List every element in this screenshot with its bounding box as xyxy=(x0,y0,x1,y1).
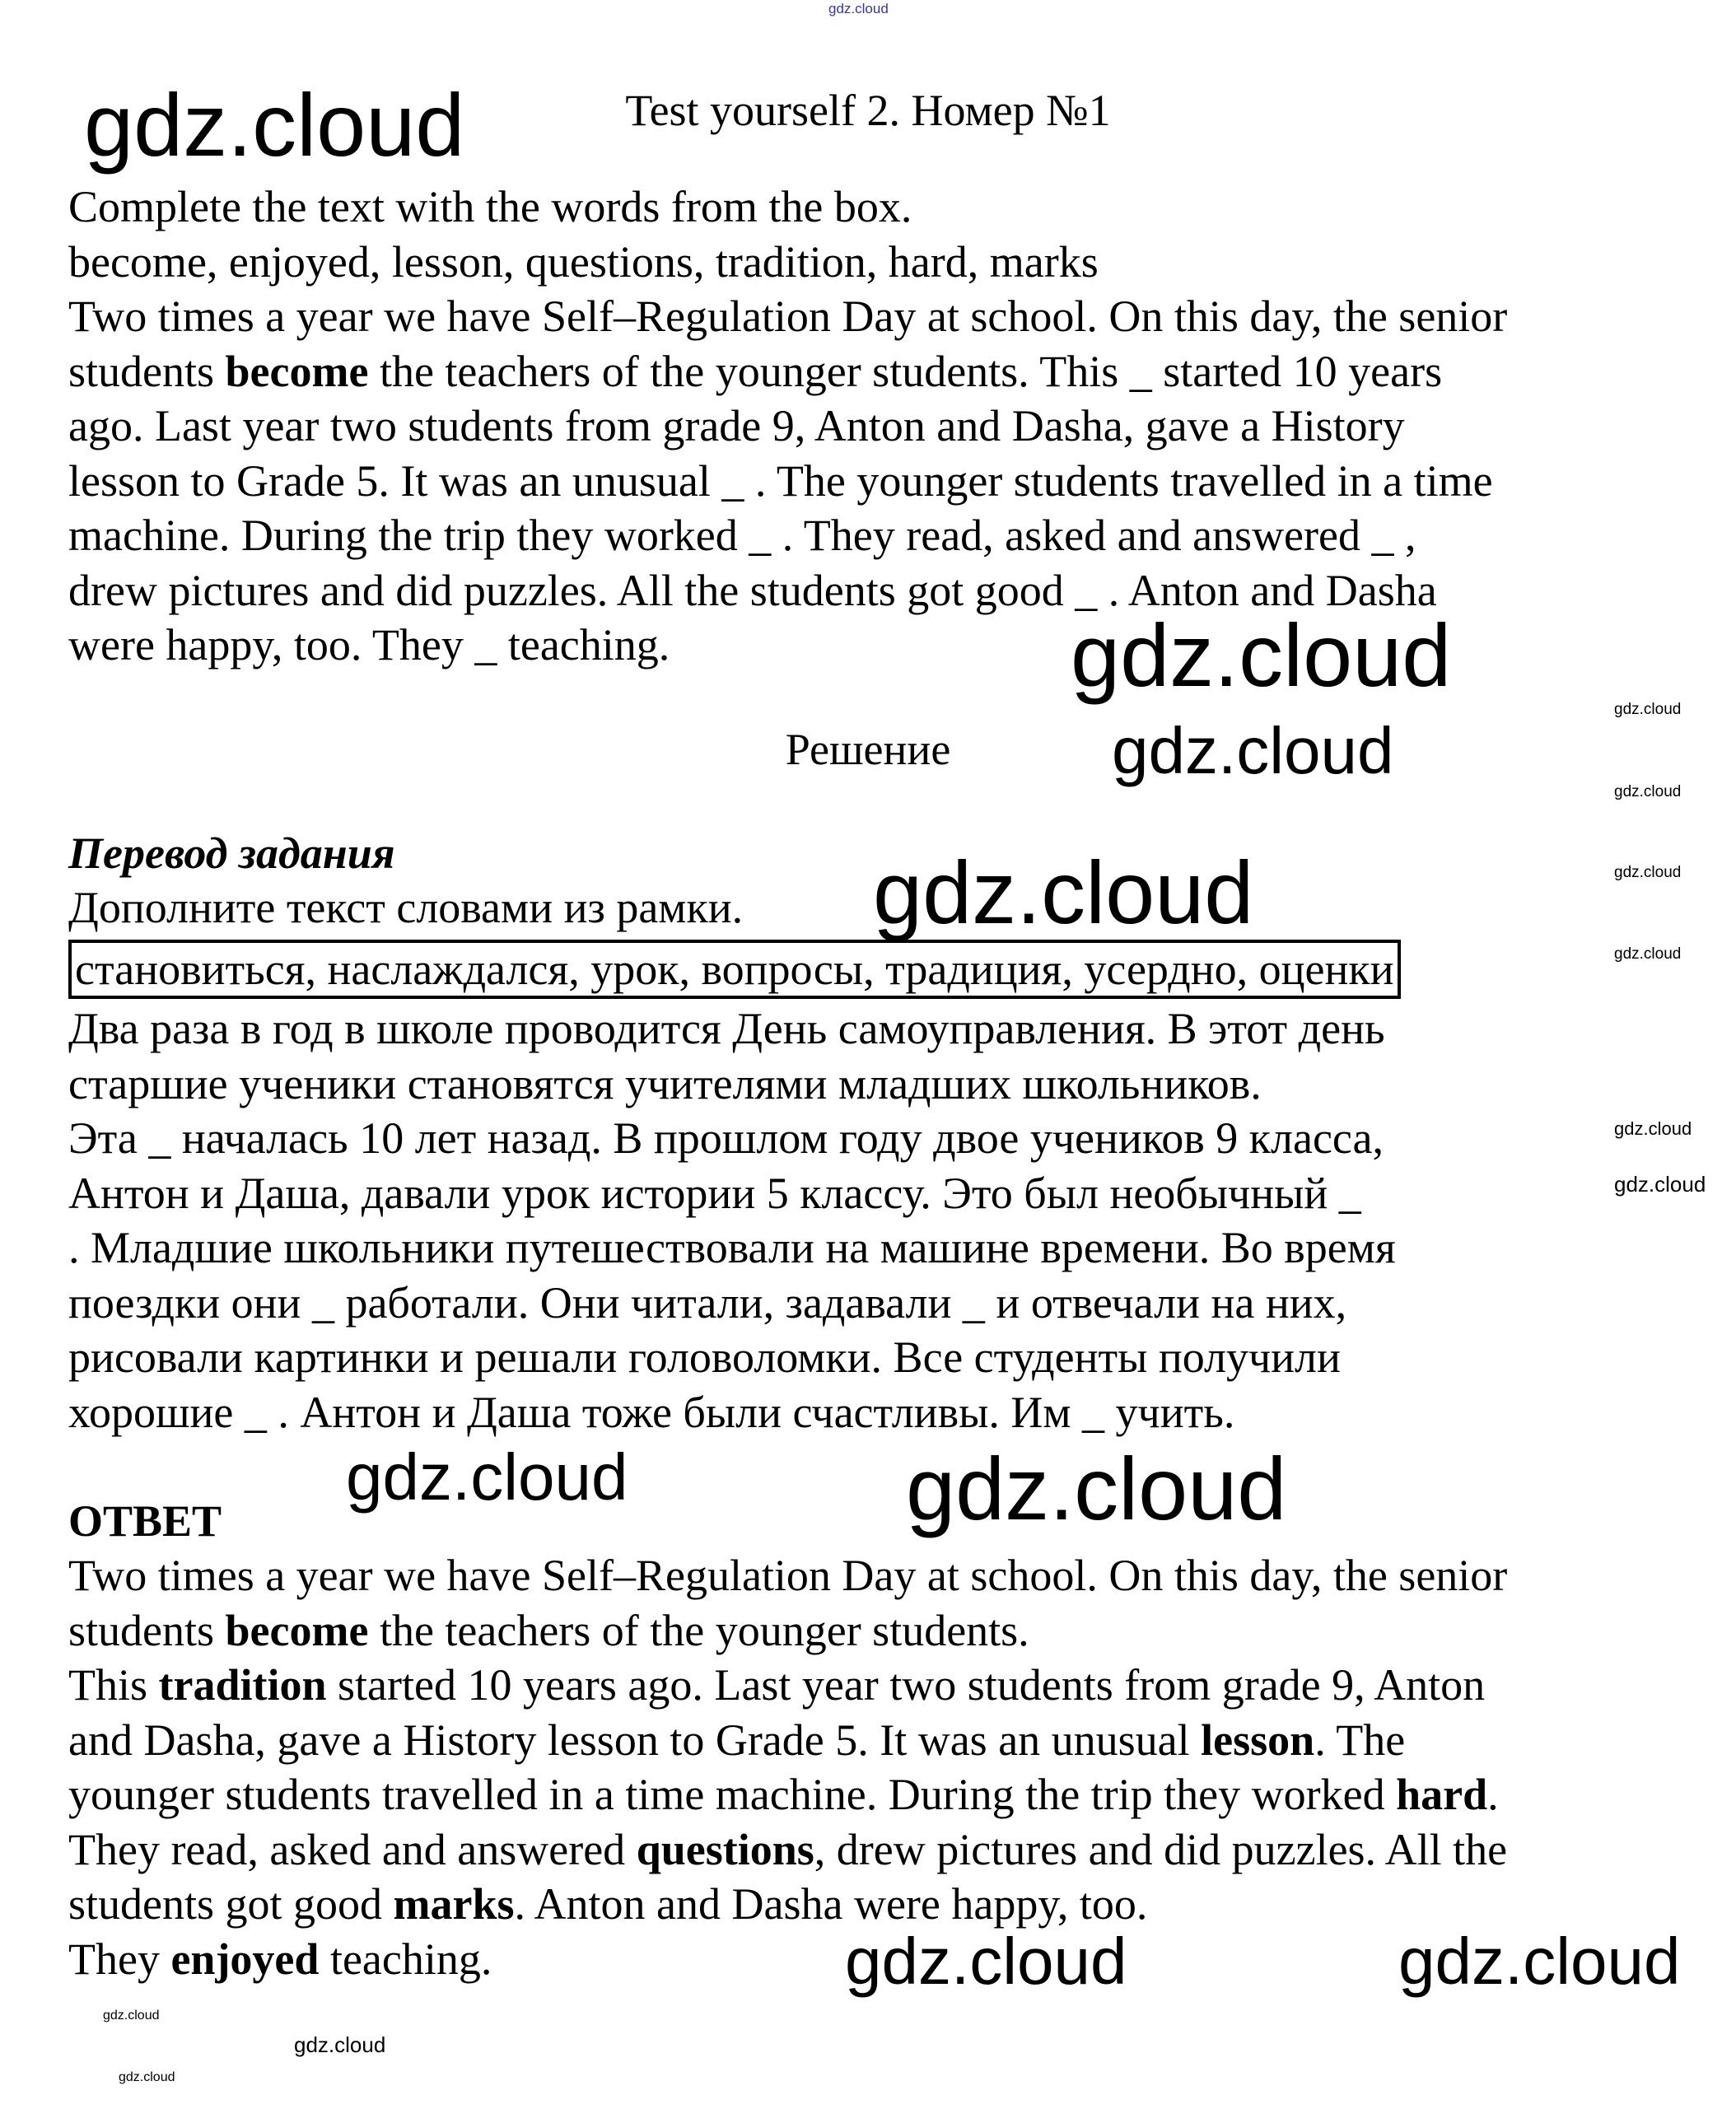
text-line xyxy=(68,1603,1507,1659)
text-segment: поездки они _ работали. Они читали, задавали _ и отвечали на них, xyxy=(68,1277,1347,1327)
text-segment: хорошие _ . Антон и Даша тоже были счастливы. Им _ учить. xyxy=(68,1387,1235,1437)
text-line xyxy=(68,399,1507,454)
text-line xyxy=(68,1330,1396,1385)
text-segment: and Dasha, gave a History lesson to Grade 5. It was an unusual xyxy=(68,1715,1202,1765)
watermark-top: gdz.cloud xyxy=(828,1,889,16)
text-segment: старшие ученики становятся учителями младших школьников. xyxy=(68,1058,1262,1108)
text-segment: Два раза в год в школе проводится День самоуправления. В этот день xyxy=(68,1004,1385,1053)
watermark: gdz.cloud xyxy=(84,75,465,175)
watermark: gdz.cloud xyxy=(1071,605,1452,705)
text-line xyxy=(68,344,1507,399)
watermark: gdz.cloud xyxy=(1614,1118,1692,1139)
answer-text xyxy=(68,1548,1507,1986)
text-segment: . Anton and Dasha were happy, too. xyxy=(514,1879,1148,1929)
answer-word: hard xyxy=(1396,1770,1488,1819)
text-segment: . xyxy=(1487,1770,1499,1819)
watermark: gdz.cloud xyxy=(1398,1925,1681,1998)
watermark: gdz.cloud xyxy=(1614,1172,1706,1197)
text-segment: Two times a year we have Self–Regulation Day at school. On this day, the senior xyxy=(68,1551,1508,1600)
text-segment: younger students travelled in a time machine. During the trip they worked xyxy=(68,1770,1397,1819)
text-segment: lesson to Grade 5. It was an unusual _ . The younger students travelled in a time xyxy=(68,455,1493,506)
text-segment: machine. During the trip they worked _ . They read, asked and answered _ , xyxy=(68,511,1416,560)
watermark: gdz.cloud xyxy=(1112,714,1394,787)
text-segment: started 10 years ago. Last year two students from grade 9, Anton xyxy=(326,1660,1486,1710)
watermark: gdz.cloud xyxy=(1614,783,1682,800)
watermark: gdz.cloud xyxy=(119,2070,175,2084)
text-line xyxy=(68,1276,1396,1331)
watermark: gdz.cloud xyxy=(906,1439,1287,1538)
text-line xyxy=(68,1057,1396,1112)
answer-heading: ОТВЕТ xyxy=(68,1496,222,1546)
text-line xyxy=(68,454,1507,509)
text-segment: teaching. xyxy=(319,1934,492,1984)
watermark: gdz.cloud xyxy=(873,842,1254,942)
task-text xyxy=(68,180,1507,673)
answer-word: become xyxy=(225,346,369,396)
text-segment: Эта _ началась 10 лет назад. В прошлом году двое учеников 9 класса, xyxy=(68,1113,1384,1163)
text-line xyxy=(68,289,1507,344)
watermark: gdz.cloud xyxy=(1614,945,1682,963)
solution-heading: Решение xyxy=(785,725,951,774)
text-line xyxy=(68,1111,1396,1166)
text-segment: They read, asked and answered xyxy=(68,1824,637,1874)
text-segment: Антон и Даша, давали урок истории 5 классу. Это был необычный _ xyxy=(68,1168,1361,1218)
answer-word: tradition xyxy=(158,1660,327,1710)
text-segment: Two times a year we have Self–Regulation Day at school. On this day, the senior xyxy=(68,292,1508,341)
text-line xyxy=(68,1220,1396,1276)
watermark: gdz.cloud xyxy=(346,1440,628,1514)
text-segment: ago. Last year two students from grade 9, Anton and Dasha, gave a History xyxy=(68,401,1405,450)
text-segment: were happy, too. They _ teaching. xyxy=(68,620,670,670)
text-line xyxy=(68,1877,1507,1932)
text-line xyxy=(68,1713,1507,1768)
watermark: gdz.cloud xyxy=(1614,701,1682,718)
text-line xyxy=(68,1166,1396,1221)
page-title: Test yourself 2. Номер №1 xyxy=(625,86,1111,135)
text-segment: the teachers of the younger students. This _ started 10 years xyxy=(368,346,1443,396)
watermark: gdz.cloud xyxy=(1614,864,1682,881)
answer-word: marks xyxy=(393,1879,515,1929)
translation-text xyxy=(68,1001,1396,1439)
text-segment: This xyxy=(68,1660,159,1710)
text-line xyxy=(68,235,1507,290)
answer-word: enjoyed xyxy=(170,1934,320,1984)
text-segment: , drew pictures and did puzzles. All the xyxy=(814,1824,1508,1874)
text-segment: the teachers of the younger students. xyxy=(368,1605,1029,1655)
text-segment: рисовали картинки и решали головоломки. Все студенты получили xyxy=(68,1332,1341,1382)
text-segment: students got good xyxy=(68,1879,394,1929)
text-line xyxy=(68,1385,1396,1440)
translation-instruction: Дополните текст словами из рамки. xyxy=(68,883,744,932)
words-box: становиться, наслаждался, урок, вопросы, традиция, усердно, оценки xyxy=(68,940,1401,999)
text-line xyxy=(68,180,1507,235)
watermark: gdz.cloud xyxy=(103,2009,160,2023)
watermark: gdz.cloud xyxy=(845,1925,1127,1998)
text-segment: drew pictures and did puzzles. All the students got good _ . Anton and Dasha xyxy=(68,565,1437,615)
text-line xyxy=(68,508,1507,563)
text-segment: Complete the text with the words from the box. xyxy=(68,182,912,231)
watermark: gdz.cloud xyxy=(294,2032,386,2057)
text-line xyxy=(68,1658,1507,1713)
text-segment: become, enjoyed, lesson, questions, tradition, hard, marks xyxy=(68,236,1099,287)
text-line xyxy=(68,1932,1507,1987)
text-line xyxy=(68,1548,1507,1603)
answer-word: lesson xyxy=(1201,1715,1315,1765)
text-line xyxy=(68,1822,1507,1878)
text-segment: . The xyxy=(1314,1715,1406,1765)
translation-heading: Перевод задания xyxy=(68,828,395,878)
text-line xyxy=(68,1001,1396,1057)
text-line xyxy=(68,1767,1507,1822)
text-segment: They xyxy=(68,1934,171,1984)
answer-word: questions xyxy=(636,1824,814,1874)
text-segment: students xyxy=(68,1605,226,1655)
answer-word: become xyxy=(225,1605,369,1655)
text-segment: students xyxy=(68,346,226,396)
text-segment: . Младшие школьники путешествовали на машине времени. Во время xyxy=(68,1223,1396,1272)
